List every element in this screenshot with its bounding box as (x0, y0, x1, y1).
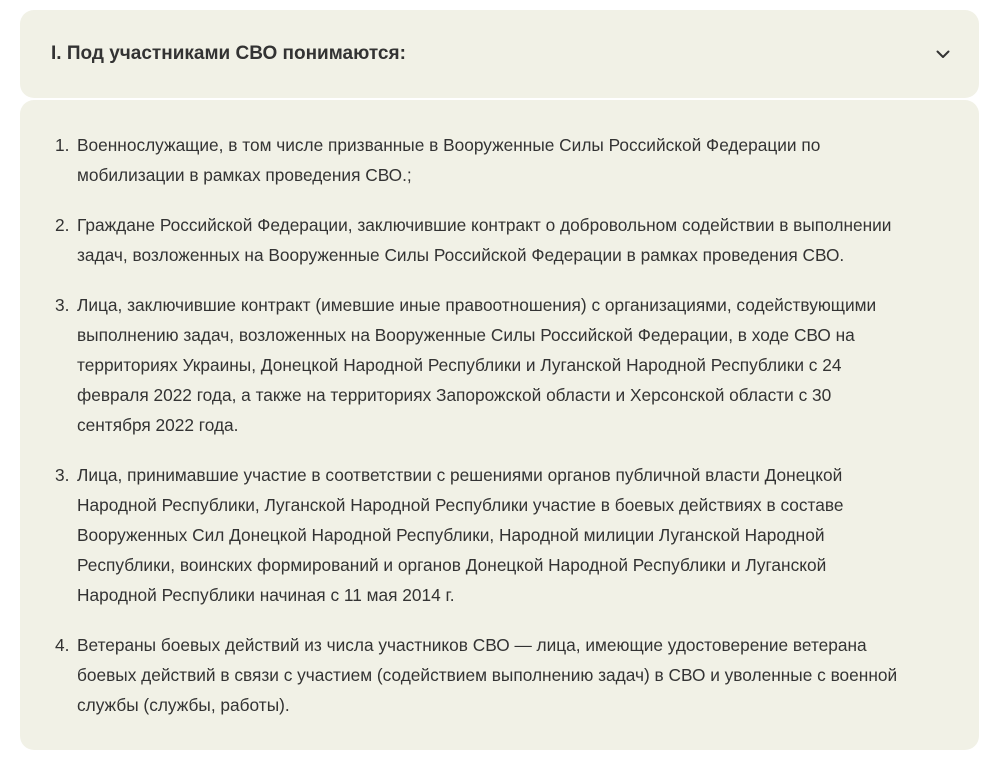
list-item (20, 290, 979, 440)
item-list (20, 130, 979, 740)
list-item-line: Граждане Российской Федерации, заключившие контракт о добровольном содействии в выполнении (77, 215, 892, 235)
list-item-text (77, 130, 959, 190)
list-item-line: территориях Украины, Донецкой Народной Республики и Луганской Народной Республики с 24 (77, 355, 842, 375)
list-item-line: выполнению задач, возложенных на Вооруженные Силы Российской Федерации, в ходе СВО на (77, 325, 855, 345)
list-item-number: 2. (55, 215, 70, 235)
list-item-text (77, 630, 959, 720)
list-item-line: Вооруженных Сил Донецкой Народной Республики, Народной милиции Луганской Народной (77, 525, 825, 545)
list-item-line: Лица, принимавшие участие в соответствии с решениями органов публичной власти Донецкой (77, 465, 843, 485)
list-item (20, 210, 979, 270)
accordion-header[interactable] (20, 10, 979, 98)
list-item-number: 3. (55, 465, 70, 485)
list-item-line: Народной Республики, Луганской Народной Республики участие в боевых действиях в составе (77, 495, 844, 515)
accordion-body (20, 100, 979, 750)
list-item-line: Ветераны боевых действий из числа участников СВО — лица, имеющие удостоверение ветерана (77, 635, 867, 655)
list-item-text (77, 290, 959, 440)
list-item (20, 460, 979, 610)
list-item-text (77, 210, 959, 270)
list-item-number: 4. (55, 635, 70, 655)
list-item-line: сентября 2022 года. (77, 415, 239, 435)
list-item-line: боевых действий в связи с участием (содействием выполнению задач) в СВО и уволенные с военной (77, 665, 898, 685)
list-item-line: Лица, заключившие контракт (имевшие иные правоотношения) с организациями, содействующими (77, 295, 877, 315)
list-item-line: мобилизации в рамках проведения СВО.; (77, 165, 412, 185)
list-item-line: задач, возложенных на Вооруженные Силы Российской Федерации в рамках проведения СВО. (77, 245, 845, 265)
list-item-line: службы (службы, работы). (77, 695, 290, 715)
list-item-line: февраля 2022 года, а также на территориях Запорожской области и Херсонской области с 30 (77, 385, 832, 405)
list-item-line: Военнослужащие, в том числе призванные в Вооруженные Силы Российской Федерации по (77, 135, 821, 155)
list-item-line: Республики, воинских формирований и органов Донецкой Народной Республики и Луганской (77, 555, 827, 575)
list-item-number: 3. (55, 295, 70, 315)
list-item (20, 130, 979, 190)
accordion-title: I. Под участниками СВО понимаются: (51, 43, 406, 64)
list-item-text (77, 460, 959, 610)
chevron-down-icon[interactable] (934, 45, 952, 63)
list-item-line: Народной Республики начиная с 11 мая 2014 г. (77, 585, 455, 605)
list-item (20, 630, 979, 720)
list-item-number: 1. (55, 135, 70, 155)
